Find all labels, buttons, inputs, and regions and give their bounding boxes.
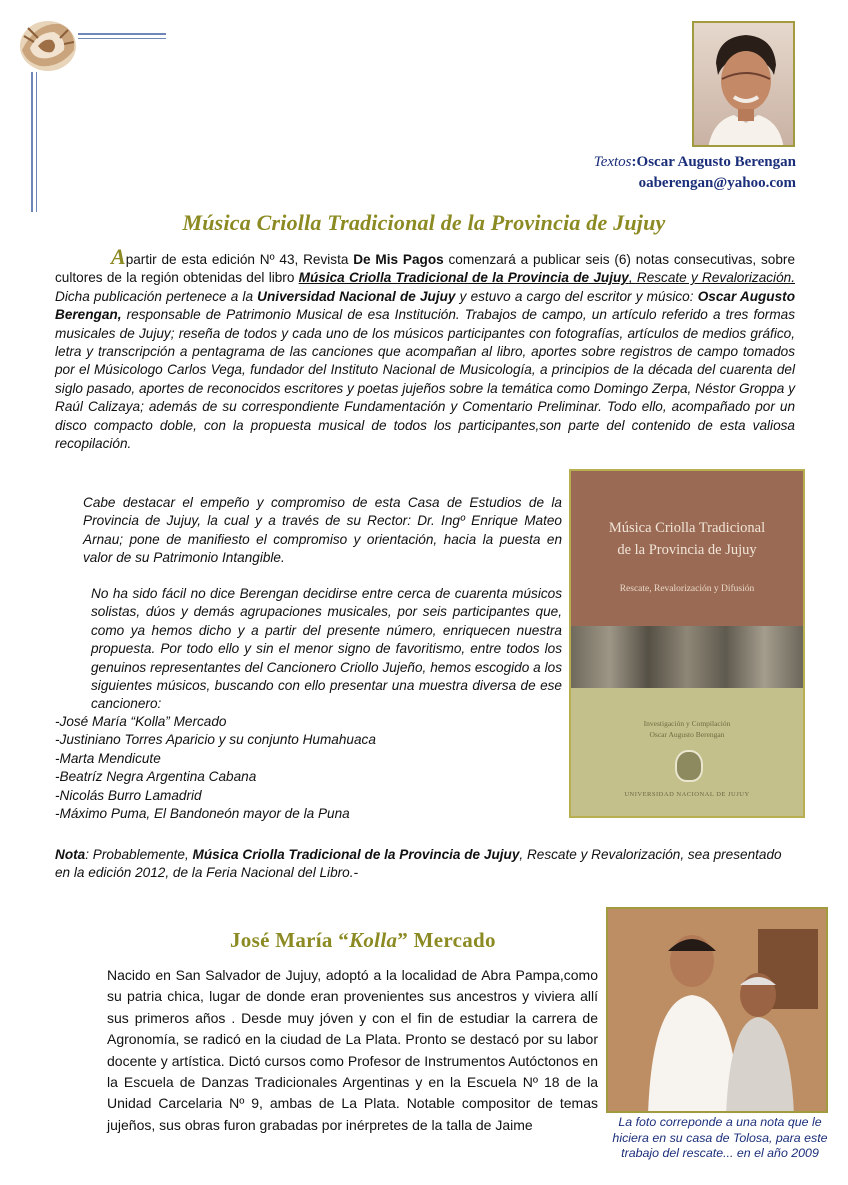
list-item: -Máximo Puma, El Bandoneón mayor de la Puna xyxy=(55,806,350,822)
list-item: -José María “Kolla” Mercado xyxy=(55,714,227,729)
list-item: -Justiniano Torres Aparicio y su conjunto Humahuaca xyxy=(55,732,376,748)
author-portrait-image xyxy=(694,23,795,147)
header-rule xyxy=(78,33,166,35)
list-item: -Nicolás Burro Lamadrid xyxy=(55,787,202,803)
book-cover-subtitle: Rescate, Revalorización y Difusión xyxy=(619,584,755,594)
text: Trabajos de campo, un artículo referido a tres formas musicales de Jujuy; reseña de todos y cada uno de los músicos participantes con fotografías, artículos de medios gráfico, letra y transcripción a pentagrama de las canciones que acompañan al libro, aportes sobre registros de campo tomados por el Músicologo Carlos Vega, fundador del Instituto Nacional de Musicología, a principios de la década del cuarenta del siglo pasado, aportes de reconocidos escritores y poetas jujeños sobre la temática como Domingo Zerpa, Néstor Groppa y Raúl Calizaya; además de su correspondiente Fundamentación y Comentario Preliminar. Todo ello, acompañado por un disco compacto doble, con la propuesta musical de todos los participantes,son parte del contenido de esta valiosa recopilación. xyxy=(55,307,795,452)
photo-caption: La foto correponde a una nota que le hiciera en su casa de Tolosa, para este trabajo del rescate... en el año 2009 xyxy=(612,1115,828,1160)
book-subtitle: , Rescate y Revalorización. xyxy=(628,270,795,286)
text: responsable de Patrimonio Musical de esa Institución. xyxy=(121,307,460,323)
note-book-title: Música Criolla Tradicional de la Provincia de Jujuy xyxy=(192,847,520,862)
cover-photo-strip xyxy=(571,626,803,688)
author-credits: Textos:Oscar Augusto Berengan oaberengan@yahoo.com xyxy=(593,154,796,191)
musician-photo-image xyxy=(608,909,828,1113)
text: : Probablemente, xyxy=(85,847,193,862)
text: partir de esta edición Nº 43, Revista xyxy=(125,252,354,267)
cover-credits xyxy=(571,718,803,740)
note-paragraph xyxy=(55,846,795,883)
shell-ornament-icon xyxy=(16,16,80,74)
article-title: Música Criolla Tradicional de la Provincia de Jujuy xyxy=(182,210,666,235)
author-email[interactable]: oaberengan@yahoo.com xyxy=(638,175,796,191)
list-item: -Beatríz Negra Argentina Cabana xyxy=(55,769,257,785)
university-emblem-icon xyxy=(675,750,703,782)
credit-label: Textos xyxy=(593,154,632,170)
text: José María “ xyxy=(230,928,350,952)
text: ” Mercado xyxy=(397,928,496,952)
author-portrait xyxy=(692,21,795,147)
cover-title-line: de la Provincia de Jujuy xyxy=(617,542,757,558)
musicians-list xyxy=(55,713,535,823)
paragraph-rector: Cabe destacar el empeño y compromiso de esta Casa de Estudios de la Provincia de Jujuy, la cual y a través de su Rector: Dr. Ingº Enrique Mateo Arnau; pone de manifiesto el compromiso y orientación, hacia la puesta en valor de su Patrimonio Intangible. xyxy=(83,495,562,566)
magazine-name: De Mis Pagos xyxy=(353,252,444,267)
margin-rule xyxy=(31,72,33,212)
cover-title-line: Música Criolla Tradicional xyxy=(608,520,766,536)
text: Dicha publicación pertenece a la xyxy=(55,288,258,304)
university-name: Universidad Nacional de Jujuy xyxy=(257,288,456,304)
musician-photo xyxy=(606,907,828,1113)
text: , Rescate y Revalorización, sea presentado en la edición 2012, de la Feria Nacional del Libro.- xyxy=(55,847,782,881)
cover-credit-line: Oscar Augusto Berengan xyxy=(649,730,725,739)
author-name-inline: Oscar Augusto Berengan, xyxy=(55,288,796,323)
text: y estuvo a cargo del escritor y músico: xyxy=(455,288,698,304)
list-item: -Marta Mendicute xyxy=(55,750,161,766)
note-label: Nota xyxy=(55,847,86,862)
book-title: Música Criolla Tradicional de la Provincia de Jujuy xyxy=(298,270,629,286)
section-title xyxy=(230,928,496,953)
text: Kolla xyxy=(349,928,398,952)
margin-rule xyxy=(36,72,37,212)
author-name: Oscar Augusto Berengan xyxy=(636,154,796,170)
header-rule xyxy=(78,38,166,39)
book-cover xyxy=(569,469,805,818)
biography-paragraph: Nacido en San Salvador de Jujuy, adoptó a la localidad de Abra Pampa,como su patria chica, lugar de donde eran provenientes sus ancestros y viviera allí sus primeros años . Desde muy jóven y con el fin de estudiar la carrera de Agronomía, se radicó en la ciudad de La Plata. Pronto se destacó por su labor docente y artística. Dictó cursos como Profesor de Instrumentos Autóctonos en la Escuela de Danzas Tradicionales Argentinas y en la Escuela Nº 18 de la Unidad Carcelaria Nº 9, ambas de La Plata. Notable compositor de temas jujeños, sus obras furon grabadas por inérpretes de la talla de Jaime xyxy=(107,967,598,1133)
text: comenzará a publicar seis (6) notas consecutivas, sobre cultores de la región obtenidas del libro xyxy=(55,252,796,286)
dropcap: A xyxy=(111,244,126,269)
book-cover-title xyxy=(571,517,803,561)
cover-credit-line: Investigación y Compilación xyxy=(643,719,731,728)
cover-publisher: UNIVERSIDAD NACIONAL DE JUJUY xyxy=(624,791,750,798)
intro-paragraph xyxy=(55,244,796,453)
cover-lower-panel xyxy=(571,688,803,816)
paragraph-selection: No ha sido fácil no dice Berengan decidirse entre cerca de cuarenta músicos solistas, dúos y demás agrupaciones musicales, por seis participantes que, como ya hemos dicho y a partir del presente número, enriquecen nuestra propuesta. Por todo ello y sin el menor signo de favoritismo, entre todos los genuinos representantes del Cancionero Criollo Jujeño, hemos escogido a los siguientes músicos, buscando con ello presentar una muestra diversa de ese cancionero: xyxy=(91,586,562,712)
